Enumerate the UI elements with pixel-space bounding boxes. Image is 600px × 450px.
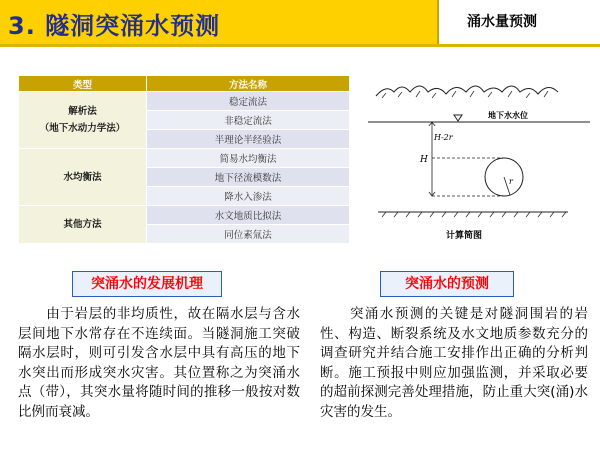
method-cell: 同位素氚法 (147, 225, 350, 244)
terrain-hatch (382, 91, 548, 98)
category-label: 解析法 (68, 106, 97, 117)
table-row (19, 206, 350, 225)
page-title: 3. 隧洞突涌水预测 (8, 12, 221, 40)
header-tab-label: 涌水量预测 (467, 14, 537, 30)
header-tab (437, 0, 600, 44)
ground-hatch (382, 212, 566, 217)
method-cell: 水文地质比拟法 (147, 206, 350, 225)
method-cell: 降水入渗法 (147, 187, 350, 206)
method-cell: 简易水均衡法 (147, 149, 350, 168)
mechanism-heading: 突涌水的发展机理 (72, 271, 222, 297)
water-table-label: 地下水水位 (488, 111, 528, 120)
category-sublabel: （地下水动力学法） (39, 123, 126, 134)
header-bar (0, 0, 600, 44)
category-cell (19, 92, 147, 149)
table-row (19, 149, 350, 168)
table-header-row (19, 76, 350, 92)
water-level-icon (454, 115, 462, 121)
prediction-heading: 突涌水的预测 (380, 271, 514, 297)
method-cell: 半理论半经验法 (147, 130, 350, 149)
method-cell: 非稳定流法 (147, 111, 350, 130)
prediction-paragraph: 突涌水预测的关键是对隧洞围岩的岩性、构造、断裂系统及水文地质参数充分的调查研究并结合施工安排作出正确的分析判断。施工预报中则应加强监测，并采取必要的超前探测完善处理措施，防止重大突(涌)水灾害的发生。 (320, 306, 588, 420)
label-h-2r: H-2r (434, 133, 453, 142)
methods-table (18, 75, 350, 244)
diagram-caption: 计算简图 (446, 231, 483, 241)
column-header-method: 方法名称 (147, 76, 350, 92)
column-header-type: 类型 (19, 76, 147, 92)
method-cell: 稳定流法 (147, 92, 350, 111)
method-cell: 地下径流模数法 (147, 168, 350, 187)
calculation-diagram (368, 78, 590, 258)
table-row (19, 92, 350, 111)
category-cell: 水均衡法 (19, 149, 147, 206)
terrain-line (376, 86, 558, 96)
header-divider (0, 44, 600, 47)
label-r: r (509, 177, 513, 186)
category-cell: 其他方法 (19, 206, 147, 244)
label-h: H (420, 155, 428, 165)
mechanism-paragraph: 由于岩层的非均质性，故在隔水层与含水层间地下水常存在不连续面。当隧洞施工突破隔水层时，则可引发含水层中具有高压的地下水突出而形成突水灾害。其位置称之为突涌水点（带），其突水量将随时间的推移一般按对数比例而衰减。 (18, 306, 300, 420)
